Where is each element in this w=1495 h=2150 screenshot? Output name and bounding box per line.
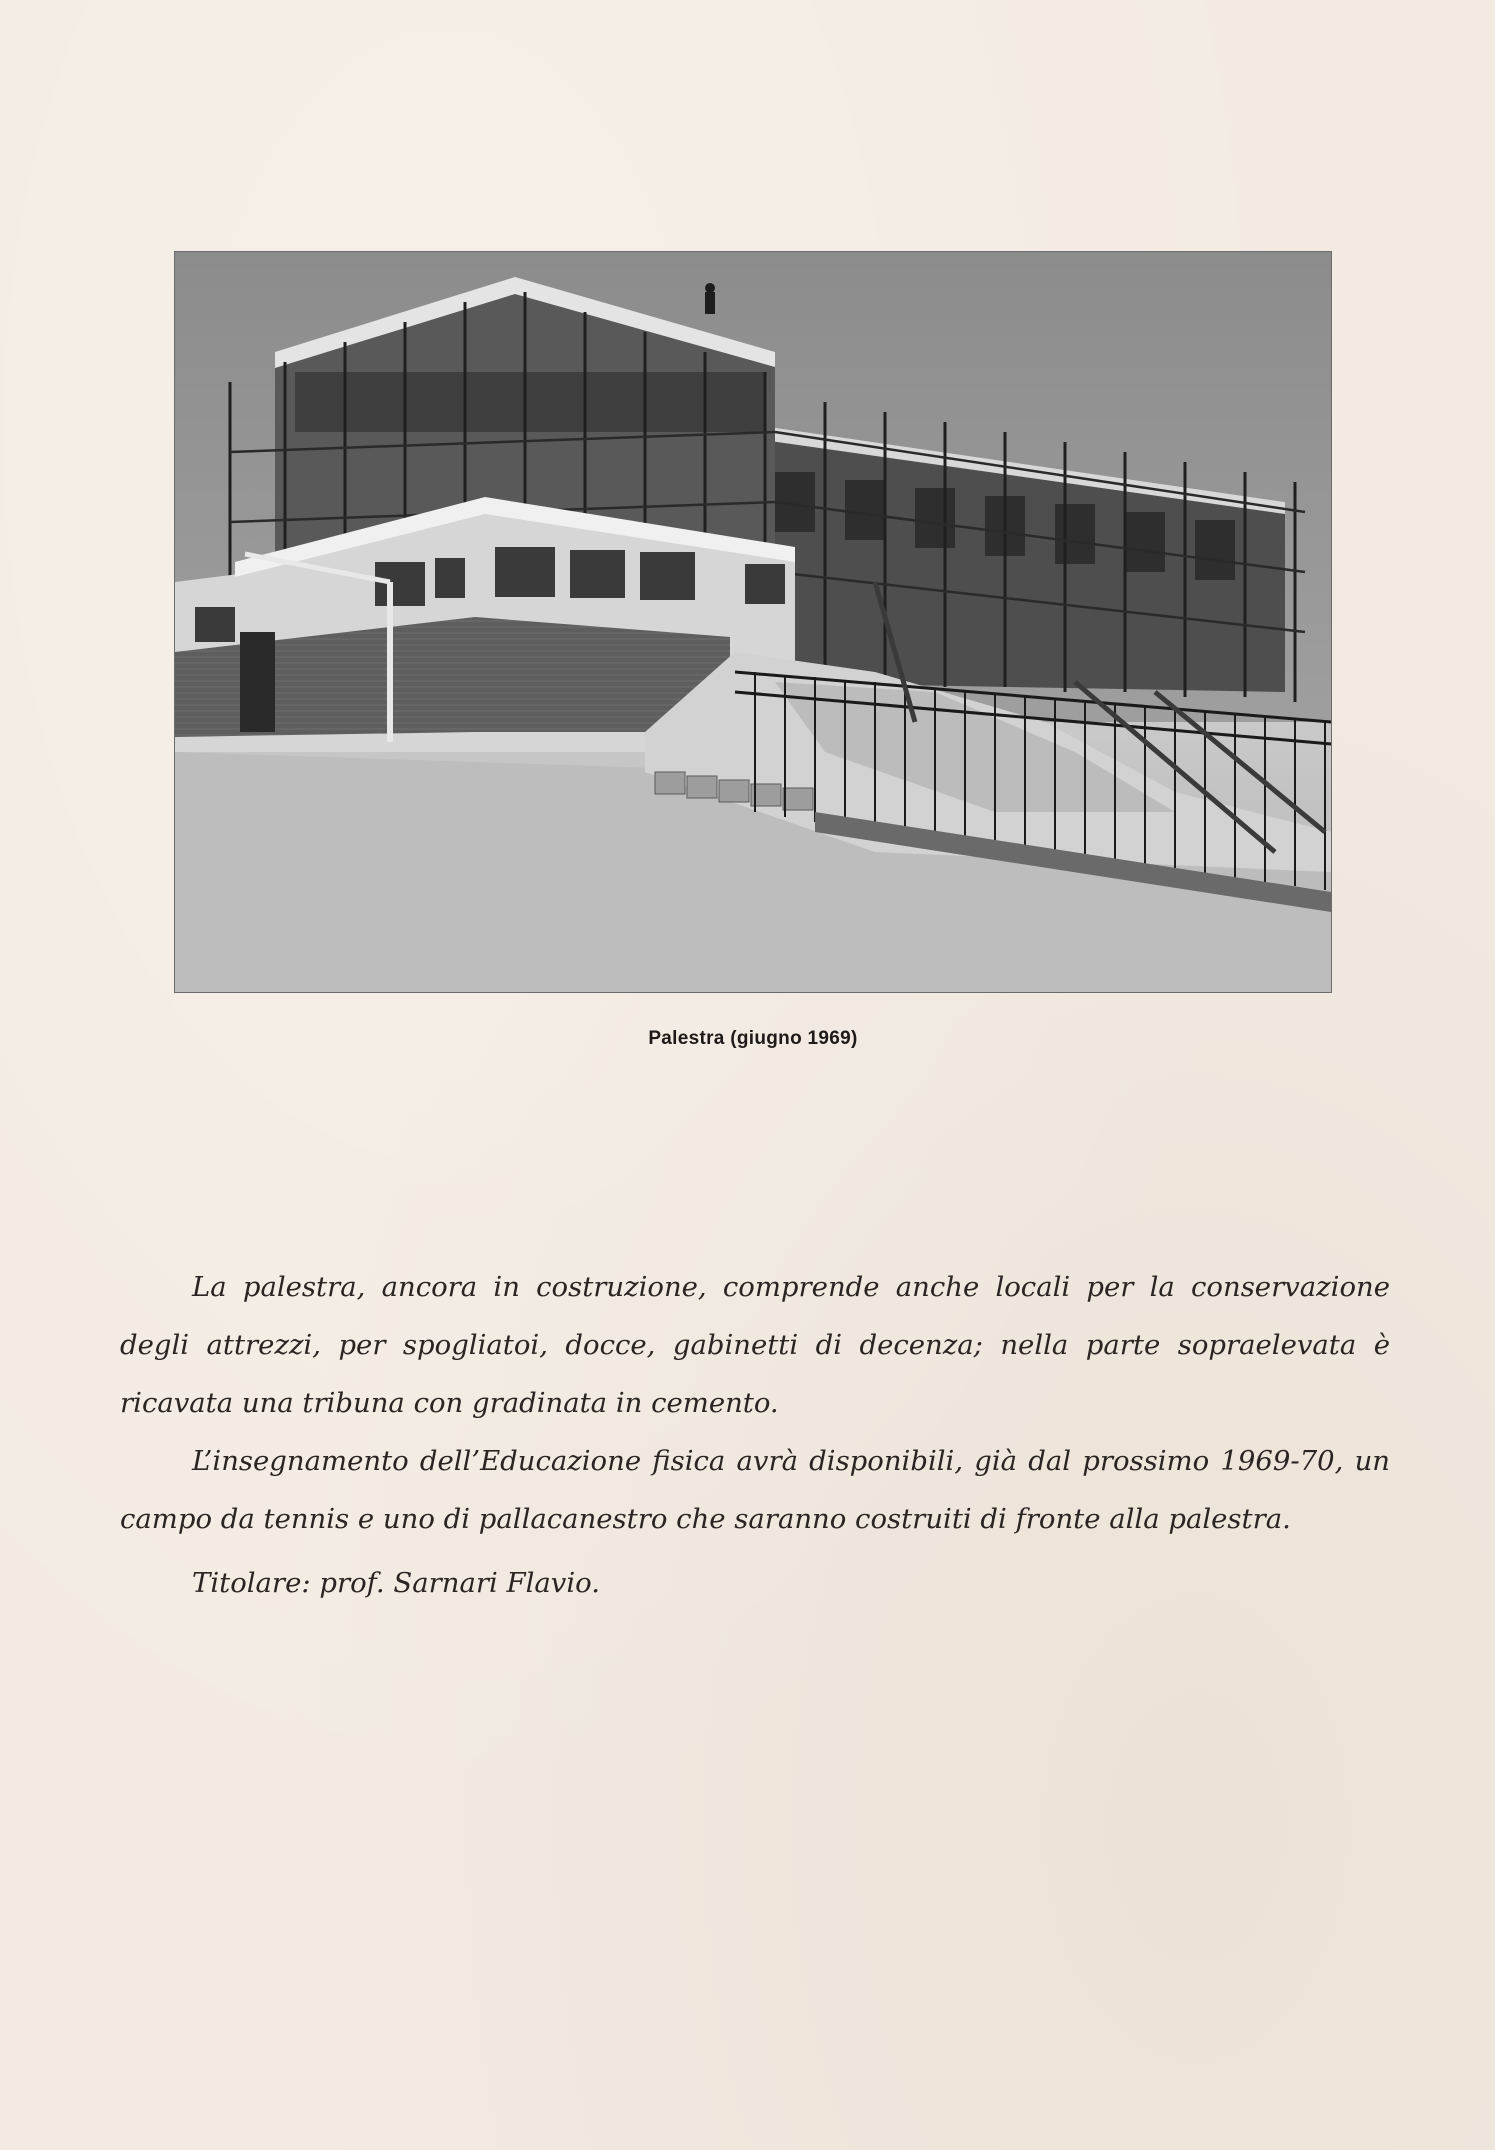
- paragraph-palestra: La palestra, ancora in costruzione, comprende anche locali per la conservazione degli attrezzi, per spogliatoi, docce, gabinetti di decenza; nella parte sopraelevata è ricavata una tribuna con gradinata in cemento.: [120, 1271, 1390, 1419]
- body-text: [120, 1258, 1390, 1612]
- paragraph-educazione-fisica: L’insegnamento dell’Educazione fisica avrà disponibili, già dal prossimo 1969-70, un campo da tennis e uno di pallacanestro che saranno costruiti di fronte alla palestra.: [120, 1445, 1390, 1535]
- paragraph-titolare: Titolare: prof. Sarnari Flavio.: [192, 1567, 600, 1599]
- construction-photo: [175, 252, 1331, 992]
- photo-caption: Palestra (giugno 1969): [648, 1028, 858, 1049]
